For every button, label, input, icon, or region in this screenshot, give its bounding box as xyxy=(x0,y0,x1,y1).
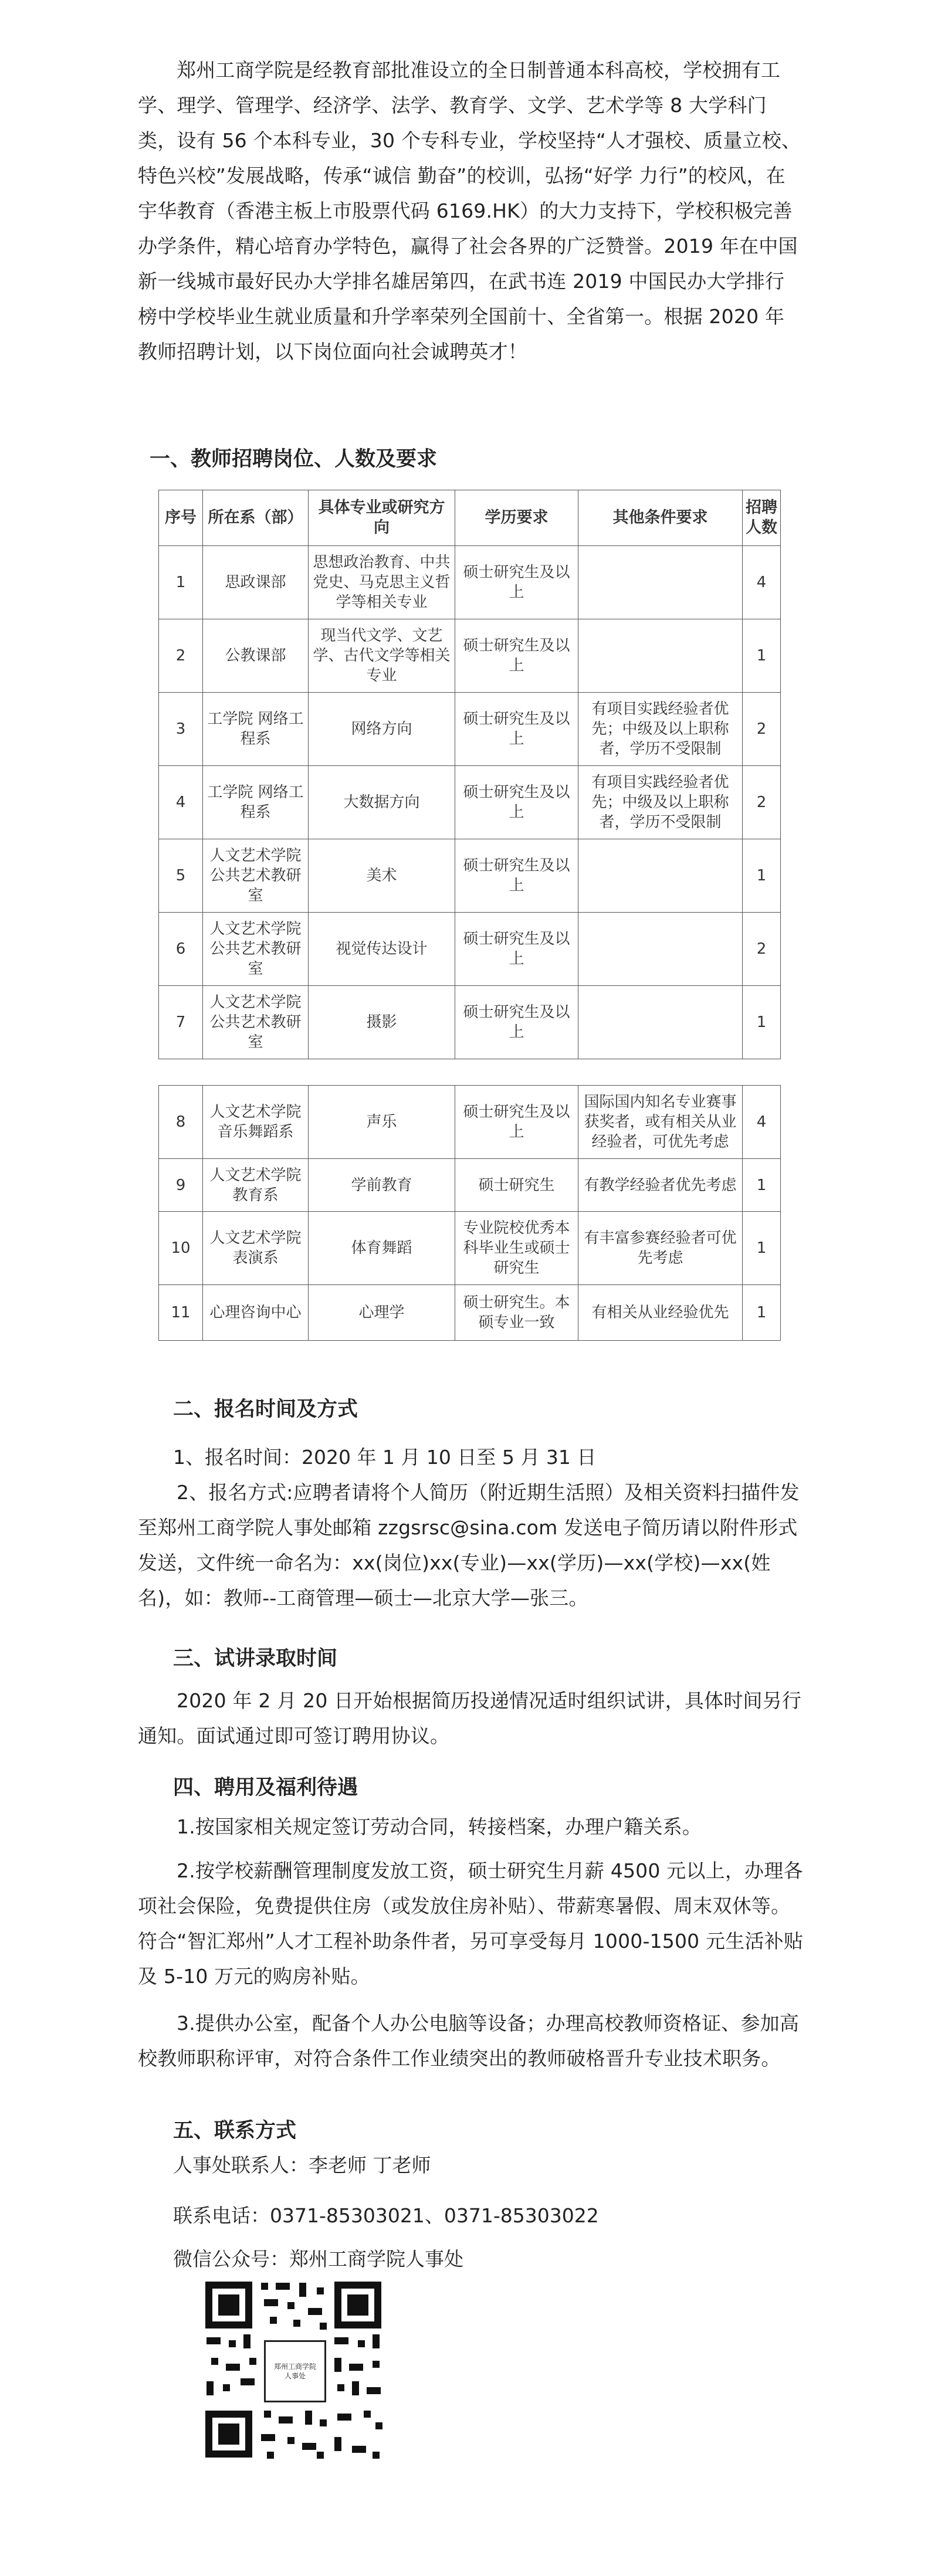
header-dept: 所在系（部） xyxy=(203,490,309,546)
cell-dept: 心理咨询中心 xyxy=(203,1285,309,1341)
benefit-2: 2.按学校薪酬管理制度发放工资，硕士研究生月薪 4500 元以上，办理各项社会保险，免费提供住房（或发放住房补贴）、带薪寒暑假、周末双休等。符合“智汇郑州”人才工程补助条件者，另可享受每月 1000-1500 元生活补贴及 5-10 万元的购房补贴。 xyxy=(138,1859,804,1988)
cell-no: 10 xyxy=(159,1212,203,1285)
header-major: 具体专业或研究方向 xyxy=(309,490,455,546)
cell-num: 4 xyxy=(743,1086,781,1159)
cell-num: 1 xyxy=(743,1285,781,1341)
cell-num: 1 xyxy=(743,619,781,693)
cell-dept: 人文艺术学院 公共艺术教研室 xyxy=(203,913,309,986)
cell-dept: 工学院 网络工程系 xyxy=(203,693,309,766)
cell-edu: 硕士研究生及以上 xyxy=(455,839,578,913)
cell-num: 1 xyxy=(743,839,781,913)
qr-caption-line2: 人事处 xyxy=(284,2372,306,2380)
cell-no: 6 xyxy=(159,913,203,986)
cell-num: 2 xyxy=(743,766,781,839)
cell-edu: 硕士研究生及以上 xyxy=(455,546,578,619)
recruit-table-part2 xyxy=(158,1085,781,1341)
cell-edu: 硕士研究生。本硕专业一致 xyxy=(455,1285,578,1341)
cell-num: 2 xyxy=(743,913,781,986)
table-row xyxy=(159,693,781,766)
cell-no: 7 xyxy=(159,986,203,1059)
cell-other: 有教学经验者优先考虑 xyxy=(578,1159,743,1212)
cell-dept: 公教课部 xyxy=(203,619,309,693)
cell-edu: 硕士研究生 xyxy=(455,1159,578,1212)
cell-major: 视觉传达设计 xyxy=(309,913,455,986)
cell-num: 1 xyxy=(743,986,781,1059)
table-row xyxy=(159,1086,781,1159)
cell-other: 有相关从业经验优先 xyxy=(578,1285,743,1341)
section-5-heading: 五、联系方式 xyxy=(173,2119,297,2143)
header-no: 序号 xyxy=(159,490,203,546)
cell-other xyxy=(578,986,743,1059)
cell-other: 有项目实践经验者优先；中级及以上职称者，学历不受限制 xyxy=(578,766,743,839)
trial-lecture-text: 2020 年 2 月 20 日开始根据简历投递情况适时组织试讲，具体时间另行通知。面试通过即可签订聘用协议。 xyxy=(138,1689,802,1747)
cell-num: 2 xyxy=(743,693,781,766)
cell-other xyxy=(578,913,743,986)
cell-major: 网络方向 xyxy=(309,693,455,766)
table-row xyxy=(159,839,781,913)
cell-num: 4 xyxy=(743,546,781,619)
contact-person: 人事处联系人：李老师 丁老师 xyxy=(173,2154,431,2177)
table-row xyxy=(159,1285,781,1341)
recruit-table-part1 xyxy=(158,490,781,1059)
benefit-1: 1.按国家相关规定签订劳动合同，转接档案，办理户籍关系。 xyxy=(177,1815,702,1838)
cell-no: 5 xyxy=(159,839,203,913)
cell-other: 有项目实践经验者优先；中级及以上职称者，学历不受限制 xyxy=(578,693,743,766)
cell-other xyxy=(578,619,743,693)
cell-edu: 硕士研究生及以上 xyxy=(455,986,578,1059)
cell-major: 摄影 xyxy=(309,986,455,1059)
cell-no: 8 xyxy=(159,1086,203,1159)
table-row xyxy=(159,913,781,986)
table-row xyxy=(159,986,781,1059)
cell-num: 1 xyxy=(743,1212,781,1285)
cell-edu: 硕士研究生及以上 xyxy=(455,913,578,986)
cell-dept: 人文艺术学院 公共艺术教研室 xyxy=(203,839,309,913)
cell-edu: 硕士研究生及以上 xyxy=(455,1086,578,1159)
cell-no: 2 xyxy=(159,619,203,693)
cell-dept: 思政课部 xyxy=(203,546,309,619)
cell-dept: 工学院 网络工程系 xyxy=(203,766,309,839)
table-row xyxy=(159,766,781,839)
cell-major: 大数据方向 xyxy=(309,766,455,839)
cell-no: 1 xyxy=(159,546,203,619)
header-other: 其他条件要求 xyxy=(578,490,743,546)
cell-num: 1 xyxy=(743,1159,781,1212)
cell-dept: 人文艺术学院 表演系 xyxy=(203,1212,309,1285)
table-row xyxy=(159,1159,781,1212)
cell-edu: 硕士研究生及以上 xyxy=(455,619,578,693)
cell-edu: 专业院校优秀本科毕业生或硕士研究生 xyxy=(455,1212,578,1285)
intro-paragraph: 郑州工商学院是经教育部批准设立的全日制普通本科高校，学校拥有工学、理学、管理学、经济学、法学、教育学、文学、艺术学等 8 大学科门类，设有 56 个本科专业，30 个专科专业，学校坚持“人才强校、质量立校、特色兴校”发展战略，传承“诚信 勤奋”的校训，弘扬“好学 力行”的校风，在宇华教育（香港主板上市股票代码 6169.HK）的大力支持下，学校积极完善办学条件，精心培育办学特色，赢得了社会各界的广泛赞誉。2019 年在中国新一线城市最好民办大学排名雄居第四，在武书连 2019 中国民办大学排行榜中学校毕业生就业质量和升学率荣列全国前十、全省第一。根据 2020 年教师招聘计划，以下岗位面向社会诚聘英才！ xyxy=(138,59,801,363)
cell-dept: 人文艺术学院 教育系 xyxy=(203,1159,309,1212)
cell-major: 心理学 xyxy=(309,1285,455,1341)
cell-edu: 硕士研究生及以上 xyxy=(455,766,578,839)
cell-dept: 人文艺术学院 音乐舞蹈系 xyxy=(203,1086,309,1159)
cell-major: 声乐 xyxy=(309,1086,455,1159)
cell-no: 3 xyxy=(159,693,203,766)
table-header-row xyxy=(159,490,781,546)
header-num: 招聘人数 xyxy=(743,490,781,546)
qr-caption-line1: 郑州工商学院 xyxy=(273,2363,316,2371)
table-row xyxy=(159,546,781,619)
cell-other xyxy=(578,839,743,913)
wechat-account: 微信公众号：郑州工商学院人事处 xyxy=(173,2248,463,2270)
cell-other: 国际国内知名专业赛事获奖者，或有相关从业经验者，可优先考虑 xyxy=(578,1086,743,1159)
benefit-3: 3.提供办公室，配备个人办公电脑等设备；办理高校教师资格证、参加高校教师职称评审，对符合条件工作业绩突出的教师破格晋升专业技术职务。 xyxy=(138,2012,800,2070)
section-4-heading: 四、聘用及福利待遇 xyxy=(173,1776,358,1799)
cell-major: 体育舞蹈 xyxy=(309,1212,455,1285)
header-edu: 学历要求 xyxy=(455,490,578,546)
section-3-heading: 三、试讲录取时间 xyxy=(173,1647,338,1670)
section-2-heading: 二、报名时间及方式 xyxy=(173,1398,358,1421)
table-row xyxy=(159,1212,781,1285)
section-1-heading: 一、教师招聘岗位、人数及要求 xyxy=(150,448,438,471)
cell-no: 11 xyxy=(159,1285,203,1341)
wechat-qr-code xyxy=(199,2276,387,2463)
signup-method: 2、报名方式:应聘者请将个人简历（附近期生活照）及相关资料扫描件发至郑州工商学院人事处邮箱 zzgsrsc@sina.com 发送电子简历请以附件形式发送，文件统一命名为：xx(岗位)xx(专业)—xx(学历)—xx(学校)—xx(姓名)，如：教师--工商管理—硕士—北京大学—张三。 xyxy=(138,1481,800,1609)
cell-dept: 人文艺术学院 公共艺术教研室 xyxy=(203,986,309,1059)
signup-time: 1、报名时间：2020 年 1 月 10 日至 5 月 31 日 xyxy=(173,1446,597,1469)
qr-center-logo xyxy=(264,2340,326,2402)
contact-phone: 联系电话：0371-85303021、0371-85303022 xyxy=(173,2204,599,2227)
cell-major: 学前教育 xyxy=(309,1159,455,1212)
cell-other xyxy=(578,546,743,619)
cell-major: 美术 xyxy=(309,839,455,913)
table-row xyxy=(159,619,781,693)
cell-no: 4 xyxy=(159,766,203,839)
cell-major: 思想政治教育、中共党史、马克思主义哲学等相关专业 xyxy=(309,546,455,619)
cell-other: 有丰富参赛经验者可优先考虑 xyxy=(578,1212,743,1285)
cell-no: 9 xyxy=(159,1159,203,1212)
cell-major: 现当代文学、文艺学、古代文学等相关专业 xyxy=(309,619,455,693)
cell-edu: 硕士研究生及以上 xyxy=(455,693,578,766)
